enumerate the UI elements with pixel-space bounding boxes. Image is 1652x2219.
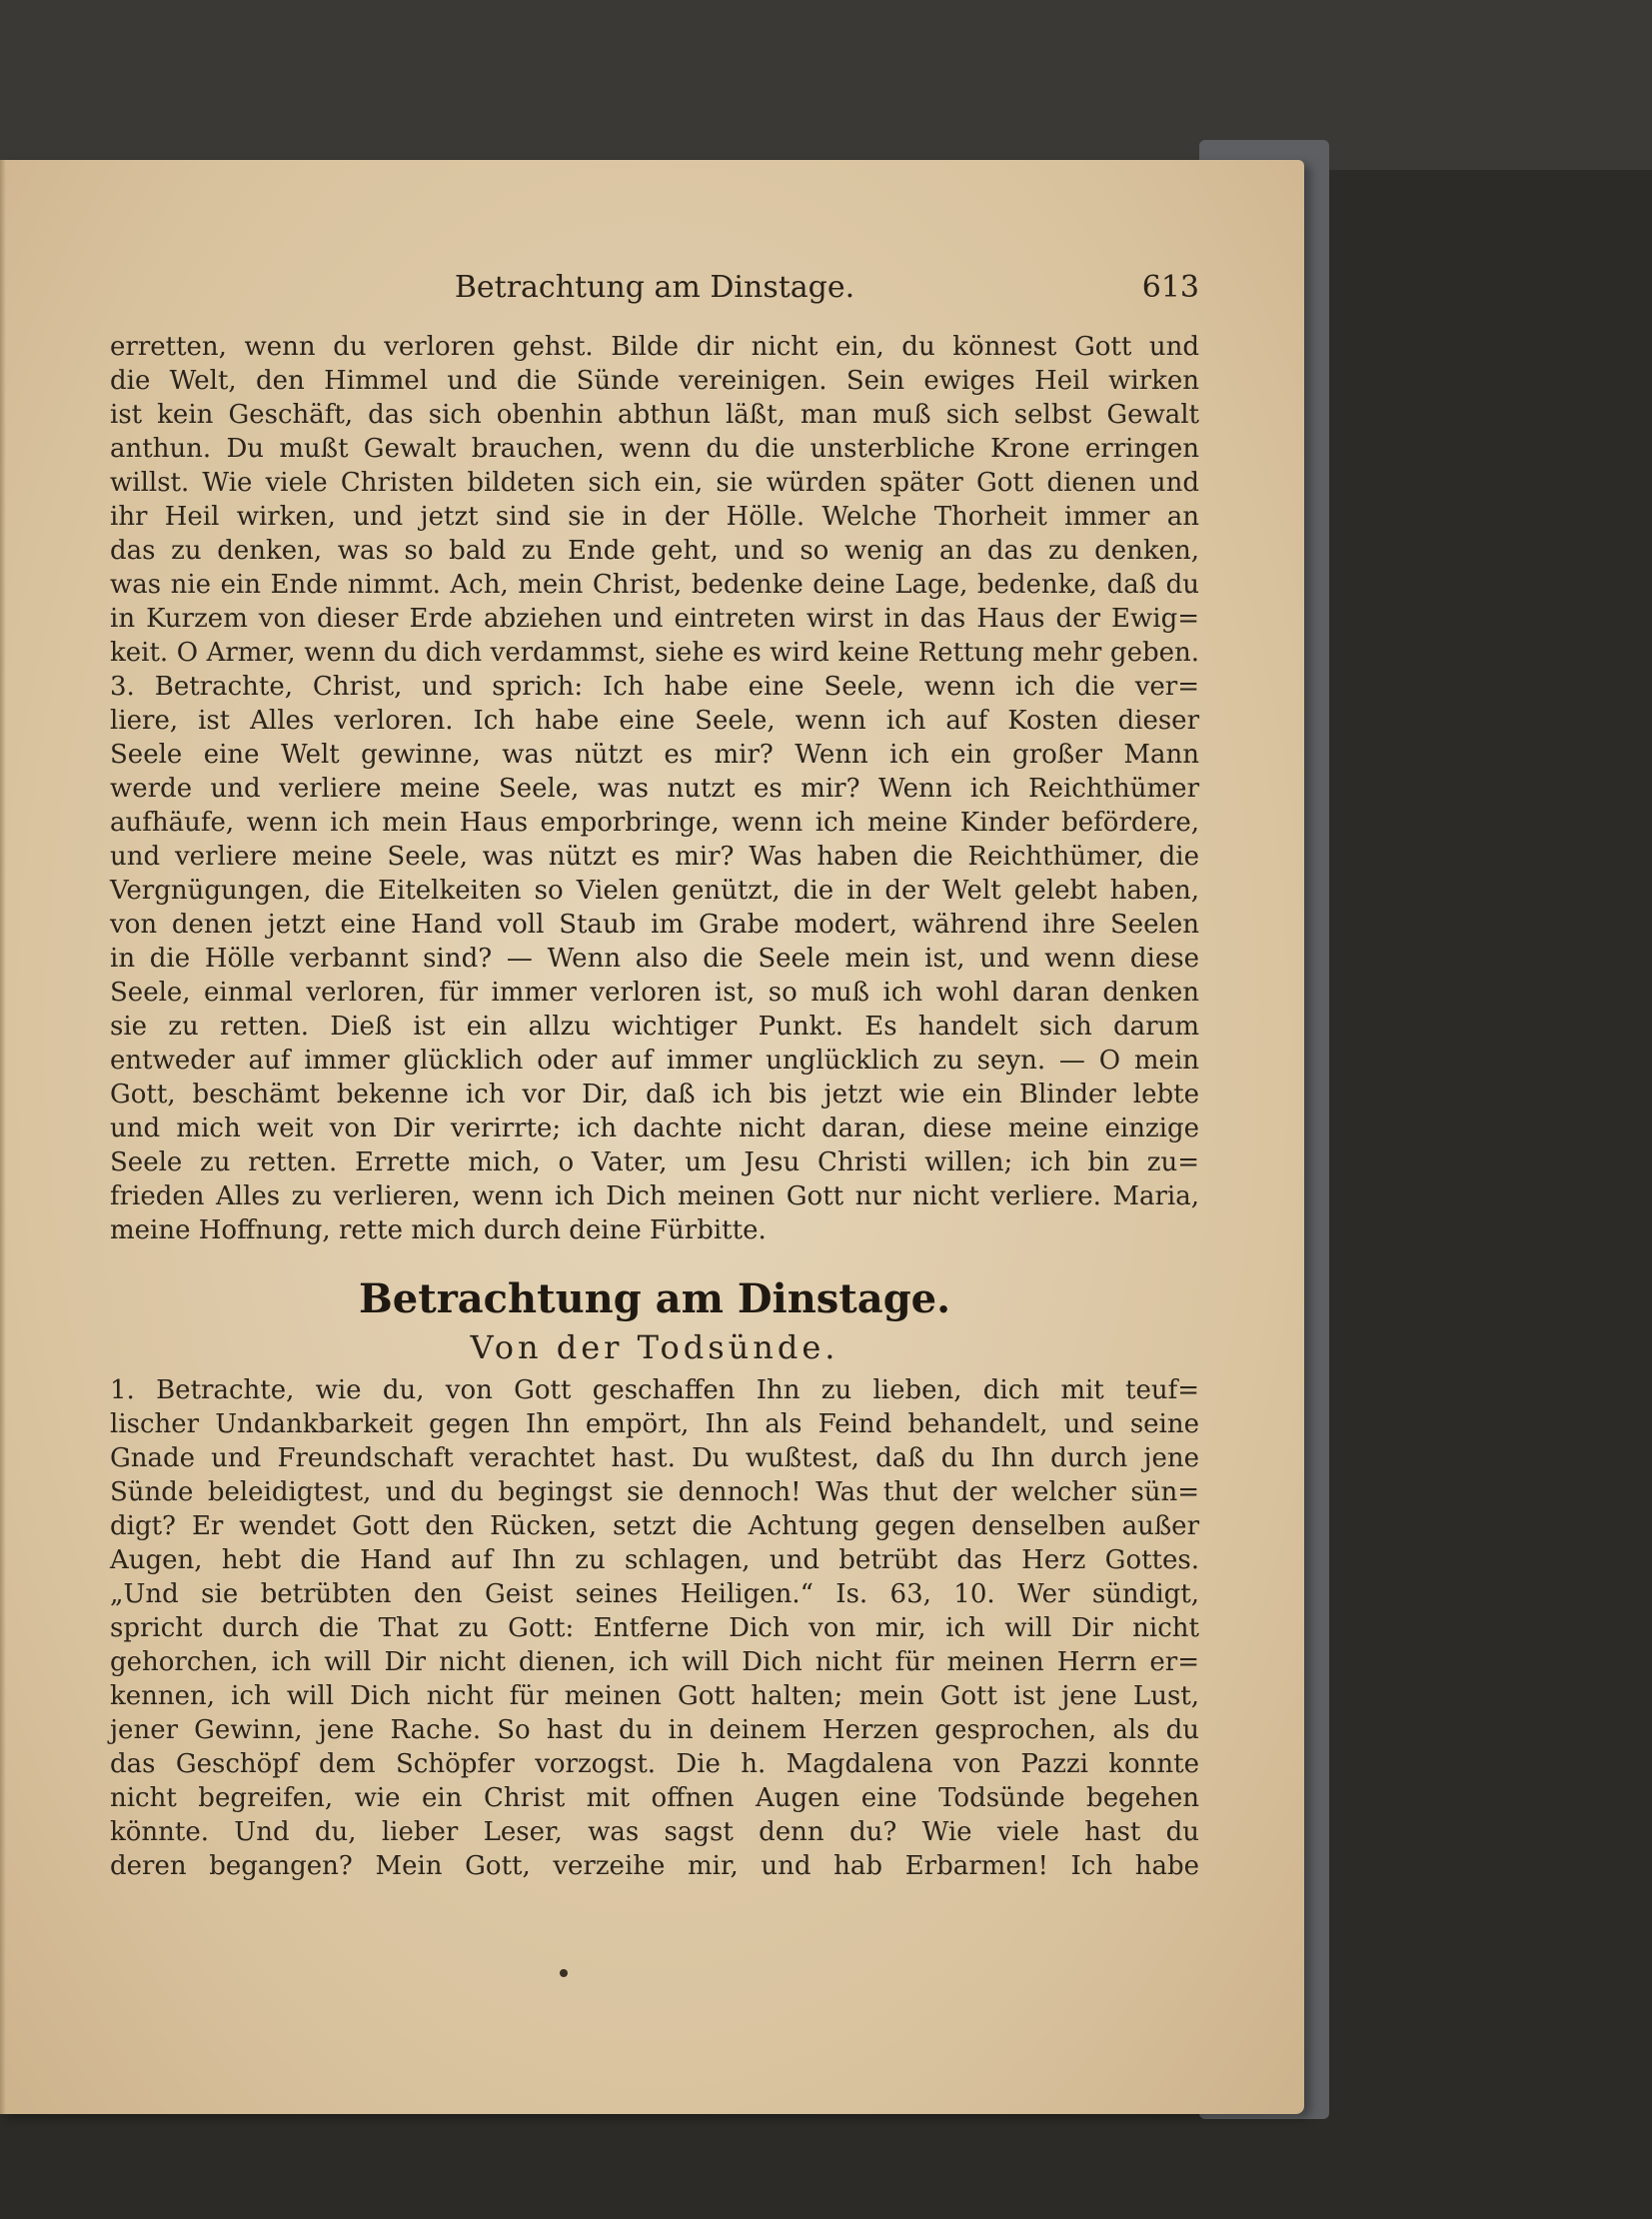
text-line: digt? Er wendet Gott den Rücken, setzt die Achtung gegen denselben außer	[110, 1511, 1199, 1541]
running-title: Betrachtung am Dinstage.	[454, 270, 855, 305]
page-edge	[0, 160, 6, 2114]
text-line: willst. Wie viele Christen bildeten sich ein, sie würden später Gott dienen und	[110, 468, 1199, 498]
text-line: anthun. Du mußt Gewalt brauchen, wenn du die unsterbliche Krone erringen	[110, 434, 1199, 464]
text-line: werde und verliere meine Seele, was nutzt es mir? Wenn ich Reichthümer	[110, 774, 1199, 804]
text-line: was nie ein Ende nimmt. Ach, mein Christ, bedenke deine Lage, bedenke, daß du	[110, 570, 1199, 600]
text-line: Vergnügungen, die Eitelkeiten so Vielen genützt, die in der Welt gelebt haben,	[110, 876, 1199, 906]
text-line: 3. Betrachte, Christ, und sprich: Ich habe eine Seele, wenn ich die ver=	[110, 672, 1199, 702]
text-line: keit. O Armer, wenn du dich verdammst, siehe es wird keine Rettung mehr geben.	[110, 638, 1199, 668]
text-line: kennen, ich will Dich nicht für meinen Gott halten; mein Gott ist jene Lust,	[110, 1681, 1199, 1711]
page-number: 613	[1141, 270, 1199, 305]
book-page	[0, 160, 1304, 2114]
text-line: und mich weit von Dir verirrte; ich dachte nicht daran, diese meine einzige	[110, 1113, 1199, 1143]
section-heading: Betrachtung am Dinstage.	[358, 1275, 951, 1322]
text-line: Gott, beschämt bekenne ich vor Dir, daß ich bis jetzt wie ein Blinder lebte	[110, 1080, 1199, 1110]
text-line: Augen, hebt die Hand auf Ihn zu schlagen, und betrübt das Herz Gottes.	[110, 1545, 1199, 1575]
text-line: Gnade und Freundschaft verachtet hast. Du wußtest, daß du Ihn durch jene	[110, 1443, 1199, 1473]
text-line: könnte. Und du, lieber Leser, was sagst denn du? Wie viele hast du	[110, 1817, 1199, 1847]
text-line: von denen jetzt eine Hand voll Staub im Grabe modert, während ihre Seelen	[110, 910, 1199, 940]
text-line: deren begangen? Mein Gott, verzeihe mir, und hab Erbarmen! Ich habe	[110, 1851, 1199, 1881]
text-line: frieden Alles zu verlieren, wenn ich Dich meinen Gott nur nicht verliere. Maria,	[110, 1181, 1199, 1211]
text-line: meine Hoffnung, rette mich durch deine Fürbitte.	[110, 1215, 767, 1245]
text-line: gehorchen, ich will Dir nicht dienen, ich will Dich nicht für meinen Herrn er=	[110, 1647, 1199, 1677]
text-line: entweder auf immer glücklich oder auf immer unglücklich zu seyn. — O mein	[110, 1046, 1199, 1076]
text-line: die Welt, den Himmel und die Sünde vereinigen. Sein ewiges Heil wirken	[110, 366, 1199, 396]
text-line: spricht durch die That zu Gott: Entferne Dich von mir, ich will Dir nicht	[110, 1613, 1199, 1643]
text-block	[110, 330, 1199, 1883]
text-line: sie zu retten. Dieß ist ein allzu wichtiger Punkt. Es handelt sich darum	[110, 1012, 1199, 1042]
text-line: Seele, einmal verloren, für immer verloren ist, so muß ich wohl daran denken	[110, 978, 1199, 1008]
text-line: ist kein Geschäft, das sich obenhin abthun läßt, man muß sich selbst Gewalt	[110, 400, 1199, 430]
text-line: „Und sie betrübten den Geist seines Heiligen.“ Is. 63, 10. Wer sündigt,	[110, 1579, 1199, 1609]
text-line: aufhäufe, wenn ich mein Haus emporbringe, wenn ich meine Kinder befördere,	[110, 808, 1199, 838]
text-line: in die Hölle verbannt sind? — Wenn also die Seele mein ist, und wenn diese	[110, 944, 1199, 974]
text-line: 1. Betrachte, wie du, von Gott geschaffen Ihn zu lieben, dich mit teuf=	[110, 1375, 1199, 1405]
text-line: lischer Undankbarkeit gegen Ihn empört, Ihn als Feind behandelt, und seine	[110, 1409, 1199, 1439]
background	[0, 0, 1652, 170]
text-line: jener Gewinn, jene Rache. So hast du in deinem Herzen gesprochen, als du	[110, 1715, 1199, 1745]
text-line: das zu denken, was so bald zu Ende geht, und so wenig an das zu denken,	[110, 536, 1199, 566]
text-line: Seele eine Welt gewinne, was nützt es mir? Wenn ich ein großer Mann	[110, 740, 1199, 770]
text-line: erretten, wenn du verloren gehst. Bilde dir nicht ein, du könnest Gott und	[110, 332, 1199, 362]
section-subheading: Von der Todsünde.	[470, 1328, 839, 1366]
text-line: und verliere meine Seele, was nützt es mir? Was haben die Reichthümer, die	[110, 842, 1199, 872]
text-line: Seele zu retten. Errette mich, o Vater, um Jesu Christi willen; ich bin zu=	[110, 1147, 1199, 1177]
text-line: das Geschöpf dem Schöpfer vorzogst. Die h. Magdalena von Pazzi konnte	[110, 1749, 1199, 1779]
page-header	[110, 270, 1199, 320]
text-line: in Kurzem von dieser Erde abziehen und eintreten wirst in das Haus der Ewig=	[110, 604, 1199, 634]
text-line: liere, ist Alles verloren. Ich habe eine Seele, wenn ich auf Kosten dieser	[110, 706, 1199, 736]
text-line: ihr Heil wirken, und jetzt sind sie in der Hölle. Welche Thorheit immer an	[110, 502, 1199, 532]
text-line: nicht begreifen, wie ein Christ mit offnen Augen eine Todsünde begehen	[110, 1783, 1199, 1813]
ink-dot	[560, 1969, 568, 1977]
text-line: Sünde beleidigtest, und du begingst sie dennoch! Was thut der welcher sün=	[110, 1477, 1199, 1507]
